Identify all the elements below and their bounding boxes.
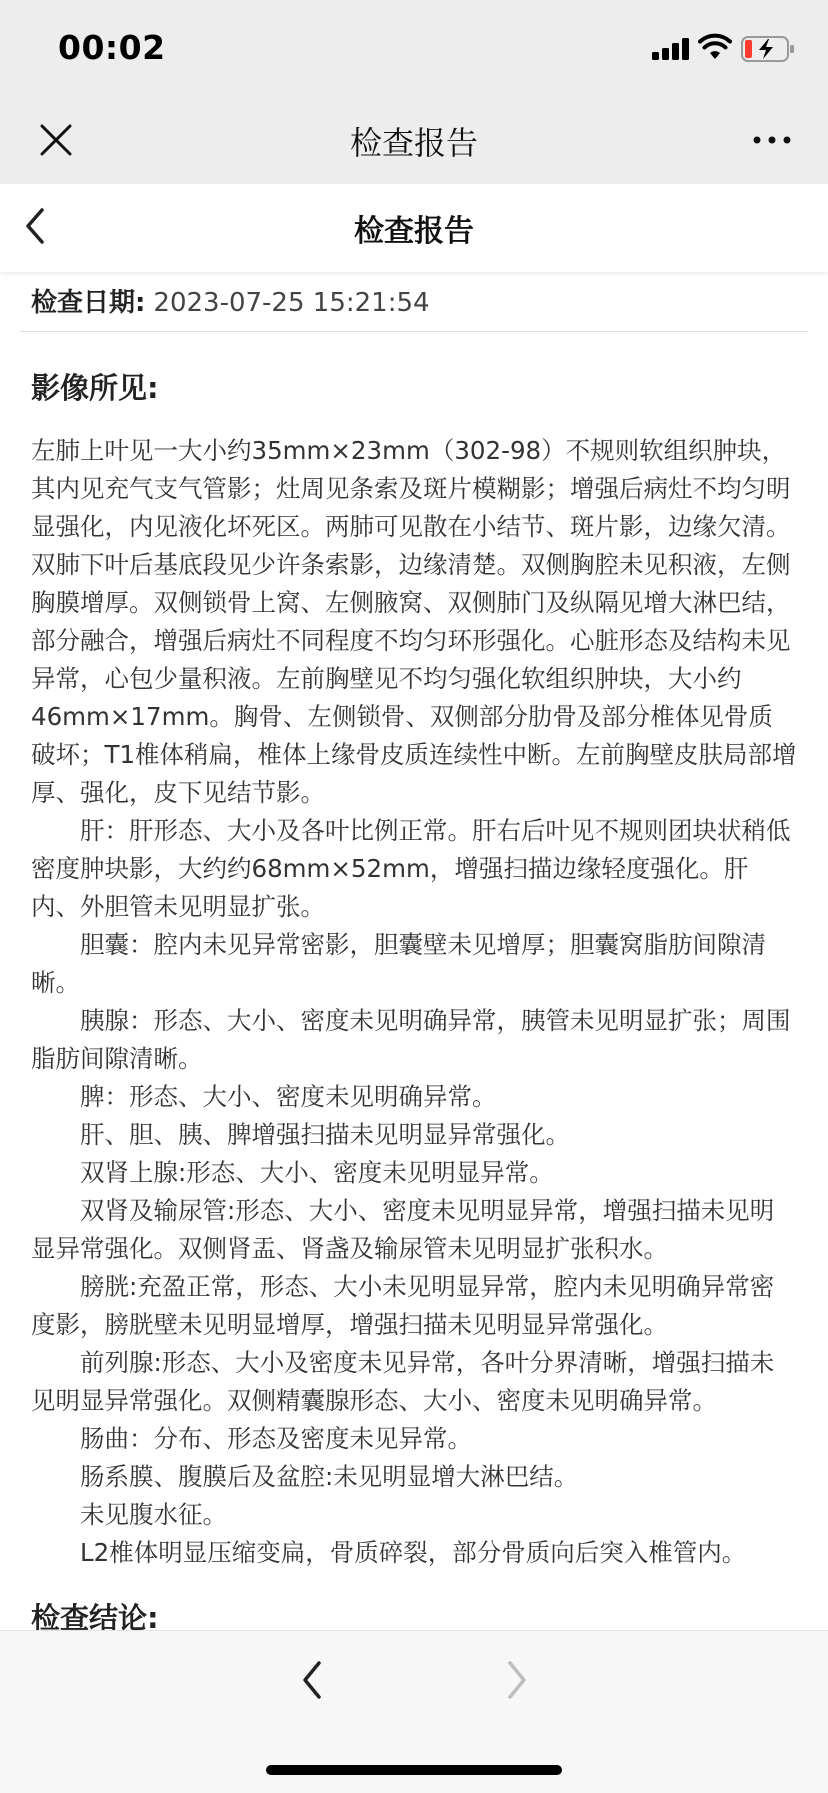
wifi-icon bbox=[698, 32, 732, 60]
navigate-forward-icon[interactable] bbox=[498, 1657, 534, 1703]
findings-heading: 影像所见: bbox=[31, 371, 159, 405]
exam-date-value: 2023-07-25 15:21:54 bbox=[153, 288, 430, 318]
page-header bbox=[0, 184, 828, 272]
page-title: 检查报告 bbox=[354, 214, 474, 249]
findings-paragraph: 前列腺:形态、大小及密度未见异常，各叶分界清晰，增强扫描未见明显异常强化。双侧精囊腺形态、大小、密度未见明确异常。 bbox=[31, 1348, 775, 1415]
battery-charging-icon bbox=[741, 36, 795, 62]
bottom-toolbar bbox=[0, 1630, 828, 1793]
status-time: 00:02 bbox=[58, 28, 166, 67]
findings-paragraph: 肠系膜、腹膜后及盆腔:未见明显增大淋巴结。 bbox=[80, 1462, 579, 1491]
findings-paragraph: 脾：形态、大小、密度未见明确异常。 bbox=[80, 1082, 497, 1111]
conclusion-heading: 检查结论: bbox=[31, 1601, 159, 1630]
findings-paragraph: 胰腺：形态、大小、密度未见明确异常，胰管未见明显扩张；周围脂肪间隙清晰。 bbox=[31, 1006, 791, 1073]
status-bar bbox=[0, 0, 828, 96]
findings-paragraph: 双肾上腺:形态、大小、密度未见明显异常。 bbox=[80, 1158, 554, 1187]
findings-paragraph: 双肾及输尿管:形态、大小、密度未见明显异常，增强扫描未见明显异常强化。双侧肾盂、肾盏及输尿管未见明显扩张积水。 bbox=[31, 1196, 775, 1263]
findings-paragraph: 肠曲：分布、形态及密度未见异常。 bbox=[80, 1424, 472, 1453]
cellular-signal-icon bbox=[652, 36, 690, 60]
navigate-back-icon[interactable] bbox=[295, 1657, 331, 1703]
more-options-icon[interactable] bbox=[752, 132, 792, 148]
findings-paragraph: L2椎体明显压缩变扁，骨质碎裂，部分骨质向后突入椎管内。 bbox=[80, 1538, 747, 1567]
findings-paragraph: 肝、胆、胰、脾增强扫描未见明显异常强化。 bbox=[80, 1120, 570, 1149]
divider bbox=[20, 331, 808, 332]
findings-paragraph: 未见腹水征。 bbox=[80, 1500, 227, 1529]
findings-paragraph: 膀胱:充盈正常，形态、大小未见明显异常，腔内未见明确异常密度影，膀胱壁未见明显增厚，增强扫描未见明显异常强化。 bbox=[31, 1272, 775, 1339]
app-bar-title: 检查报告 bbox=[349, 124, 478, 162]
report-content[interactable] bbox=[0, 272, 828, 1630]
findings-text bbox=[31, 432, 797, 1572]
home-indicator[interactable] bbox=[266, 1765, 562, 1775]
app-bar bbox=[0, 96, 828, 184]
findings-paragraph: 胆囊：腔内未见异常密影，胆囊壁未见增厚；胆囊窝脂肪间隙清晰。 bbox=[31, 930, 766, 997]
findings-paragraph: 肝：肝形态、大小及各叶比例正常。肝右后叶见不规则团块状稍低密度肿块影，大约约68mm×52mm，增强扫描边缘轻度强化。肝内、外胆管未见明显扩张。 bbox=[31, 816, 791, 921]
findings-paragraph: 左肺上叶见一大小约35mm×23mm（302-98）不规则软组织肿块，其内见充气支气管影；灶周见条索及斑片模糊影；增强后病灶不均匀明显强化，内见液化坏死区。两肺可见散在小结节、斑片影，边缘欠清。双肺下叶后基底段见少许条索影，边缘清楚。双侧胸腔未见积液，左侧胸膜增厚。双侧锁骨上窝、左侧腋窝、双侧肺门及纵隔见增大淋巴结，部分融合，增强后病灶不同程度不均匀环形强化。心脏形态及结构未见异常，心包少量积液。左前胸壁见不均匀强化软组织肿块，大小约46mm×17mm。胸骨、左侧锁骨、双侧部分肋骨及部分椎体见骨质破坏；T1椎体稍扁，椎体上缘骨皮质连续性中断。左前胸壁皮肤局部增厚、强化，皮下见结节影。 bbox=[31, 436, 797, 807]
exam-date-label: 检查日期: bbox=[31, 288, 146, 318]
exam-date-row bbox=[31, 282, 430, 319]
